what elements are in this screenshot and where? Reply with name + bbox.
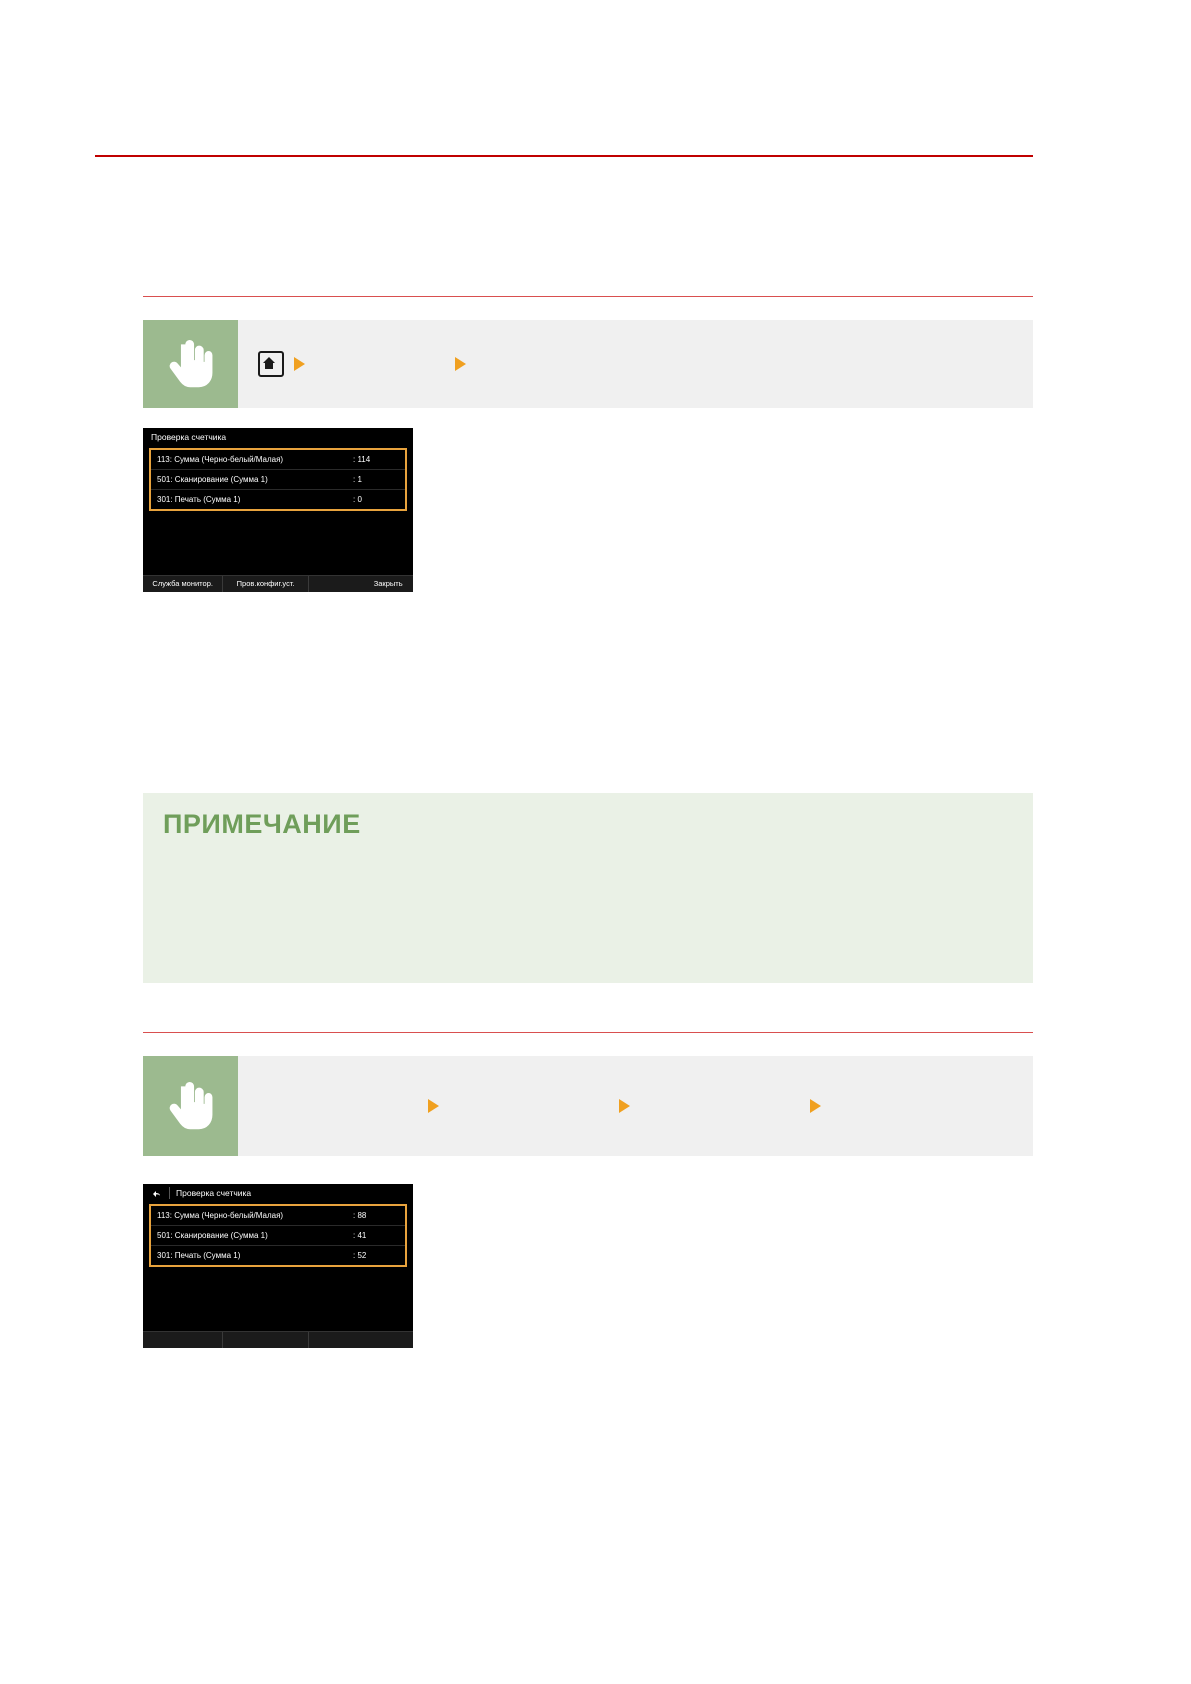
device-footer-bar-1 [143,575,413,592]
hand-pointer-cell [143,1056,238,1156]
counter-value: : 52 [353,1251,367,1260]
footer-slot-2 [223,1332,308,1348]
list-item[interactable] [151,450,405,470]
hand-pointer-cell [143,320,238,408]
section-divider-1 [143,296,1033,297]
counter-label: 501: Сканирование (Сумма 1) [157,1231,268,1240]
counter-label: 301: Печать (Сумма 1) [157,1251,241,1260]
close-button[interactable]: Закрыть [373,579,403,588]
step-content-home [238,320,1033,408]
arrow-right-icon [428,1099,439,1113]
counter-value: : 0 [353,495,362,504]
arrow-right-icon [619,1099,630,1113]
list-item[interactable] [151,1226,405,1246]
note-heading: ПРИМЕЧАНИЕ [163,809,361,839]
counter-value: : 114 [353,455,371,464]
counter-label: 301: Печать (Сумма 1) [157,495,241,504]
device-footer-bar-2 [143,1331,413,1348]
service-monitor-button[interactable]: Служба монитор. [143,576,223,592]
counter-label: 501: Сканирование (Сумма 1) [157,475,268,484]
device-screen-counter-check-2 [143,1184,413,1348]
device-title-bar [143,428,413,446]
title-divider [169,1187,170,1199]
hand-pointer-icon [163,1078,219,1134]
counter-value: : 41 [353,1231,367,1240]
section-divider-2 [143,1032,1033,1033]
footer-spacer [309,576,364,592]
device-title-bar [143,1184,413,1202]
arrow-right-icon [294,357,305,371]
step-content-menu [238,1056,1033,1156]
note-callout [143,793,1033,983]
arrow-right-icon [455,357,466,371]
step-block-home [143,320,1033,408]
counter-label: 113: Сумма (Черно-белый/Малая) [157,1211,284,1220]
list-item[interactable] [151,1206,405,1226]
counter-label: 113: Сумма (Черно-белый/Малая) [157,455,284,464]
counter-value: : 1 [353,475,362,484]
arrow-right-icon [810,1099,821,1113]
counter-list-2[interactable] [149,1204,407,1267]
counter-value: : 88 [353,1211,367,1220]
back-arrow-icon[interactable] [151,1187,163,1199]
counter-list-1[interactable] [149,448,407,511]
hand-pointer-icon [163,336,219,392]
page-top-rule [95,155,1033,157]
list-item[interactable] [151,490,405,509]
footer-slot-3 [309,1332,364,1348]
device-title-text: Проверка счетчика [151,432,227,442]
device-screen-counter-check-1 [143,428,413,592]
list-item[interactable] [151,1246,405,1265]
check-device-config-button[interactable]: Пров.конфиг.уст. [223,576,308,592]
footer-slot-4 [363,1332,413,1348]
step-block-menu [143,1056,1033,1156]
device-title-text: Проверка счетчика [176,1188,252,1198]
home-icon[interactable] [258,351,284,377]
footer-slot-1 [143,1332,223,1348]
list-item[interactable] [151,470,405,490]
